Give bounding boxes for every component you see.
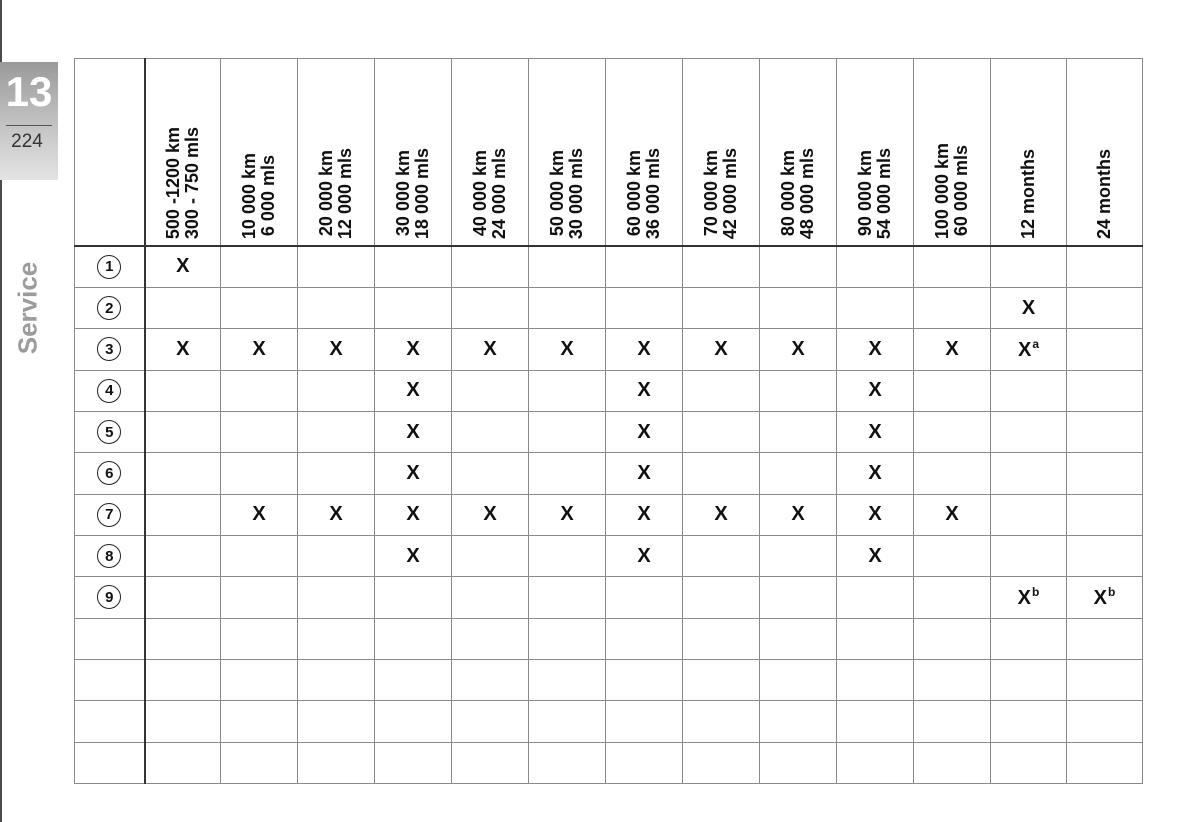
column-header: [375, 59, 452, 247]
table-cell: [914, 329, 991, 370]
column-header-secondary: 48 000 mls: [797, 147, 817, 239]
table-cell: [1067, 287, 1143, 328]
table-cell: [375, 535, 452, 576]
table-cell: [683, 453, 760, 494]
table-cell: [298, 370, 375, 411]
row-header-cell: [75, 577, 145, 618]
table-cell: [760, 246, 837, 287]
table-cell: [298, 246, 375, 287]
table-row: [75, 618, 1143, 659]
column-header: [529, 59, 606, 247]
column-header-secondary: 36 000 mls: [643, 147, 663, 239]
circled-number: 1: [97, 255, 121, 279]
table-cell: [914, 701, 991, 742]
table-cell: [529, 742, 606, 783]
column-header-primary: 80 000 km: [778, 150, 798, 237]
table-cell: [837, 453, 914, 494]
table-cell: [221, 411, 298, 452]
table-cell: [298, 659, 375, 700]
table-cell: [837, 618, 914, 659]
table-cell: [221, 370, 298, 411]
footnote-marker: a: [1032, 336, 1040, 351]
table-cell: [606, 246, 683, 287]
column-header: [298, 59, 375, 247]
column-header-secondary: 42 000 mls: [720, 147, 740, 239]
table-cell: [452, 618, 529, 659]
service-mark: X: [406, 379, 420, 402]
table-cell: [145, 577, 221, 618]
table-cell: [298, 411, 375, 452]
column-header-primary: 20 000 km: [316, 150, 336, 237]
table-cell: [1067, 742, 1143, 783]
column-header-primary: 24 months: [1094, 148, 1114, 239]
table-cell: [606, 494, 683, 535]
column-header: [683, 59, 760, 247]
table-cell: [914, 246, 991, 287]
service-mark: X: [560, 337, 574, 360]
service-mark: X: [868, 420, 882, 443]
table-cell: [760, 329, 837, 370]
table-row: [75, 577, 1143, 618]
table-row: [75, 494, 1143, 535]
table-cell: [760, 494, 837, 535]
table-cell: [375, 246, 452, 287]
table-cell: [606, 577, 683, 618]
table-cell: [683, 370, 760, 411]
table-cell: [375, 701, 452, 742]
table-cell: [606, 329, 683, 370]
service-mark: X: [945, 337, 959, 360]
table-cell: [375, 659, 452, 700]
column-header-primary: 12 months: [1018, 148, 1038, 239]
table-cell: [375, 370, 452, 411]
service-mark: X: [1021, 296, 1036, 319]
table-cell: [375, 494, 452, 535]
table-cell: [837, 329, 914, 370]
column-header-primary: 10 000 km: [239, 152, 259, 239]
table-cell: [991, 370, 1067, 411]
service-mark: X: [329, 503, 343, 526]
table-cell: [1067, 618, 1143, 659]
table-cell: [991, 411, 1067, 452]
table-cell: [683, 494, 760, 535]
table-cell: [452, 742, 529, 783]
table-cell: [606, 287, 683, 328]
table-cell: [298, 535, 375, 576]
table-cell: [683, 329, 760, 370]
circled-number: 2: [97, 296, 121, 320]
table-cell: [606, 535, 683, 576]
table-cell: [452, 659, 529, 700]
circled-number: 3: [97, 337, 121, 361]
table-cell: [298, 701, 375, 742]
service-mark: X: [637, 337, 651, 360]
column-header-secondary: 54 000 mls: [874, 147, 894, 239]
service-mark: X: [406, 503, 420, 526]
service-mark: X: [483, 337, 497, 360]
table-cell: [1067, 659, 1143, 700]
table-cell: [1067, 577, 1143, 618]
service-mark: X: [1017, 586, 1031, 609]
table-cell: [221, 246, 298, 287]
table-cell: [837, 411, 914, 452]
table-cell: [1067, 701, 1143, 742]
table-cell: [221, 701, 298, 742]
table-cell: [529, 370, 606, 411]
table-cell: [298, 742, 375, 783]
table-cell: [298, 618, 375, 659]
table-cell: [452, 287, 529, 328]
table-cell: [145, 287, 221, 328]
circled-number: 6: [97, 461, 121, 485]
table-cell: [760, 659, 837, 700]
table-cell: [606, 453, 683, 494]
row-header-cell: [75, 246, 145, 287]
table-cell: [991, 453, 1067, 494]
table-cell: [221, 618, 298, 659]
service-mark: X: [637, 420, 651, 443]
table-cell: [914, 453, 991, 494]
table-row: [75, 370, 1143, 411]
table-row: [75, 701, 1143, 742]
table-cell: [221, 494, 298, 535]
service-mark: X: [252, 503, 266, 526]
service-mark: X: [1017, 338, 1032, 361]
table-cell: [914, 618, 991, 659]
table-cell: [760, 453, 837, 494]
table-cell: [606, 411, 683, 452]
table-cell: [683, 577, 760, 618]
table-cell: [145, 494, 221, 535]
column-header: [837, 59, 914, 247]
table-cell: [837, 287, 914, 328]
table-cell: [529, 329, 606, 370]
column-header-primary: 500 -1200 km: [162, 126, 183, 239]
table-cell: [375, 411, 452, 452]
table-cell: [914, 659, 991, 700]
table-cell: [606, 659, 683, 700]
table-cell: [760, 411, 837, 452]
column-header: [452, 59, 529, 247]
table-cell: [1067, 494, 1143, 535]
table-cell: [760, 287, 837, 328]
header-row: [75, 59, 1143, 247]
row-header-cell: [75, 742, 145, 783]
table-cell: [145, 659, 221, 700]
table-cell: [1067, 370, 1143, 411]
table-cell: [1067, 246, 1143, 287]
table-cell: [452, 577, 529, 618]
service-mark: X: [637, 461, 651, 484]
table-cell: [298, 494, 375, 535]
table-row: [75, 659, 1143, 700]
table-cell: [991, 577, 1067, 618]
row-header-cell: [75, 453, 145, 494]
table-cell: [221, 535, 298, 576]
row-header-cell: [75, 287, 145, 328]
row-header-cell: [75, 618, 145, 659]
table-cell: [529, 411, 606, 452]
table-cell: [145, 535, 221, 576]
table-cell: [837, 535, 914, 576]
service-mark: X: [176, 337, 190, 360]
circled-number: 9: [97, 585, 121, 609]
row-header-cell: [75, 701, 145, 742]
service-mark: X: [791, 503, 805, 526]
table-cell: [529, 535, 606, 576]
table-cell: [991, 618, 1067, 659]
table-cell: [683, 701, 760, 742]
table-row: [75, 246, 1143, 287]
table-body: [75, 246, 1143, 784]
table-cell: [837, 577, 914, 618]
service-mark: X: [868, 337, 882, 360]
service-mark: X: [868, 379, 882, 402]
table-cell: [760, 535, 837, 576]
table-cell: [991, 659, 1067, 700]
table-row: [75, 411, 1143, 452]
table-cell: [221, 329, 298, 370]
table-cell: [683, 742, 760, 783]
service-mark: X: [406, 544, 420, 567]
column-header-secondary: 30 000 mls: [566, 147, 586, 239]
row-header-cell: [75, 329, 145, 370]
service-mark: X: [252, 337, 266, 360]
chapter-divider: [6, 125, 52, 126]
column-header-secondary: 6 000 mls: [258, 155, 278, 237]
table-cell: [452, 701, 529, 742]
table-row: [75, 742, 1143, 783]
table-cell: [529, 618, 606, 659]
table-cell: [221, 453, 298, 494]
service-mark: X: [1093, 586, 1107, 609]
table-cell: [529, 659, 606, 700]
column-header: [760, 59, 837, 247]
table-cell: [683, 618, 760, 659]
table-cell: [1067, 411, 1143, 452]
table-cell: [529, 494, 606, 535]
footnote-marker: b: [1108, 584, 1116, 599]
table-cell: [914, 287, 991, 328]
column-header: [991, 59, 1067, 247]
circled-number: 7: [97, 503, 121, 527]
table-cell: [375, 453, 452, 494]
service-mark: X: [791, 337, 805, 360]
table-cell: [375, 742, 452, 783]
table-cell: [914, 535, 991, 576]
table-cell: [452, 329, 529, 370]
table-cell: [529, 701, 606, 742]
circled-number: 4: [97, 379, 121, 403]
page-number: 224: [11, 131, 43, 152]
column-header-primary: 100 000 km: [932, 142, 952, 239]
table-cell: [375, 287, 452, 328]
service-mark: X: [868, 503, 882, 526]
table-cell: [760, 370, 837, 411]
table-cell: [298, 577, 375, 618]
table-cell: [606, 618, 683, 659]
table-cell: [760, 742, 837, 783]
row-header-cell: [75, 494, 145, 535]
table-cell: [991, 287, 1067, 328]
table-cell: [914, 370, 991, 411]
table-cell: [221, 742, 298, 783]
service-mark: X: [637, 379, 651, 402]
table-cell: [145, 246, 221, 287]
service-mark: X: [176, 255, 190, 278]
table-cell: [991, 742, 1067, 783]
table-cell: [375, 577, 452, 618]
table-cell: [452, 453, 529, 494]
service-mark: X: [868, 544, 882, 567]
footnote-marker: b: [1032, 584, 1040, 599]
table-cell: [529, 453, 606, 494]
table-cell: [837, 494, 914, 535]
column-header-secondary: 18 000 mls: [412, 147, 432, 239]
service-mark: X: [483, 503, 497, 526]
service-mark: X: [560, 503, 574, 526]
row-header-cell: [75, 411, 145, 452]
table-cell: [145, 618, 221, 659]
table-cell: [760, 618, 837, 659]
service-mark: X: [637, 503, 651, 526]
table-cell: [606, 701, 683, 742]
table-cell: [606, 370, 683, 411]
section-label: Service: [12, 261, 43, 355]
circled-number: 8: [97, 544, 121, 568]
service-mark: X: [868, 461, 882, 484]
table-cell: [1067, 329, 1143, 370]
column-header-secondary: 24 000 mls: [489, 147, 509, 239]
column-header-primary: 60 000 km: [624, 150, 644, 237]
table-cell: [837, 246, 914, 287]
chapter-number: 13: [5, 68, 53, 115]
column-header: [1067, 59, 1143, 247]
column-header: [606, 59, 683, 247]
table-cell: [683, 659, 760, 700]
table-cell: [298, 453, 375, 494]
table-cell: [298, 287, 375, 328]
service-mark: X: [406, 337, 420, 360]
table-cell: [991, 246, 1067, 287]
table-cell: [145, 742, 221, 783]
table-cell: [375, 618, 452, 659]
column-header: [914, 59, 991, 247]
table-row: [75, 453, 1143, 494]
column-header-primary: 70 000 km: [701, 150, 721, 237]
table-row: [75, 329, 1143, 370]
service-mark: X: [945, 503, 959, 526]
table-cell: [529, 577, 606, 618]
table-cell: [991, 329, 1067, 370]
column-header-primary: 40 000 km: [470, 150, 490, 237]
table-cell: [298, 329, 375, 370]
table-cell: [145, 411, 221, 452]
service-mark: X: [406, 461, 420, 484]
table-cell: [683, 535, 760, 576]
table-cell: [991, 701, 1067, 742]
table-cell: [452, 535, 529, 576]
column-header-primary: 50 000 km: [547, 150, 567, 237]
table-cell: [1067, 535, 1143, 576]
table-cell: [991, 535, 1067, 576]
service-mark: X: [714, 503, 728, 526]
circled-number: 5: [97, 420, 121, 444]
column-header-secondary: 12 000 mls: [335, 147, 355, 239]
table-cell: [221, 287, 298, 328]
row-header-cell: [75, 370, 145, 411]
table-cell: [452, 411, 529, 452]
service-mark: X: [637, 544, 651, 567]
table-cell: [1067, 453, 1143, 494]
row-header-cell: [75, 535, 145, 576]
table-row: [75, 287, 1143, 328]
table-cell: [914, 742, 991, 783]
table-cell: [606, 742, 683, 783]
table-cell: [145, 701, 221, 742]
table-cell: [914, 494, 991, 535]
column-header: [221, 59, 298, 247]
service-mark: X: [329, 337, 343, 360]
table-cell: [145, 329, 221, 370]
table-cell: [760, 577, 837, 618]
table-cell: [529, 246, 606, 287]
table-cell: [991, 494, 1067, 535]
corner-cell: [75, 59, 145, 247]
column-header-secondary: 60 000 mls: [951, 145, 971, 237]
table-cell: [837, 659, 914, 700]
column-header-secondary: 300 - 750 mls: [181, 126, 202, 239]
column-header-primary: 30 000 km: [393, 150, 413, 237]
table-cell: [452, 494, 529, 535]
table-cell: [452, 246, 529, 287]
table-cell: [529, 287, 606, 328]
service-mark: X: [714, 337, 728, 360]
service-mark: X: [406, 420, 420, 443]
table-cell: [683, 411, 760, 452]
service-schedule-table: [74, 58, 1143, 784]
row-header-cell: [75, 659, 145, 700]
table-cell: [145, 370, 221, 411]
table-cell: [221, 659, 298, 700]
table-cell: [837, 701, 914, 742]
table-cell: [837, 742, 914, 783]
table-row: [75, 535, 1143, 576]
table-cell: [837, 370, 914, 411]
table-cell: [221, 577, 298, 618]
table-cell: [683, 246, 760, 287]
table-cell: [914, 577, 991, 618]
table-cell: [145, 453, 221, 494]
table-cell: [683, 287, 760, 328]
table-cell: [914, 411, 991, 452]
column-header-primary: 90 000 km: [855, 150, 875, 237]
table-cell: [375, 329, 452, 370]
table-cell: [760, 701, 837, 742]
table-cell: [452, 370, 529, 411]
column-header: [145, 59, 221, 247]
